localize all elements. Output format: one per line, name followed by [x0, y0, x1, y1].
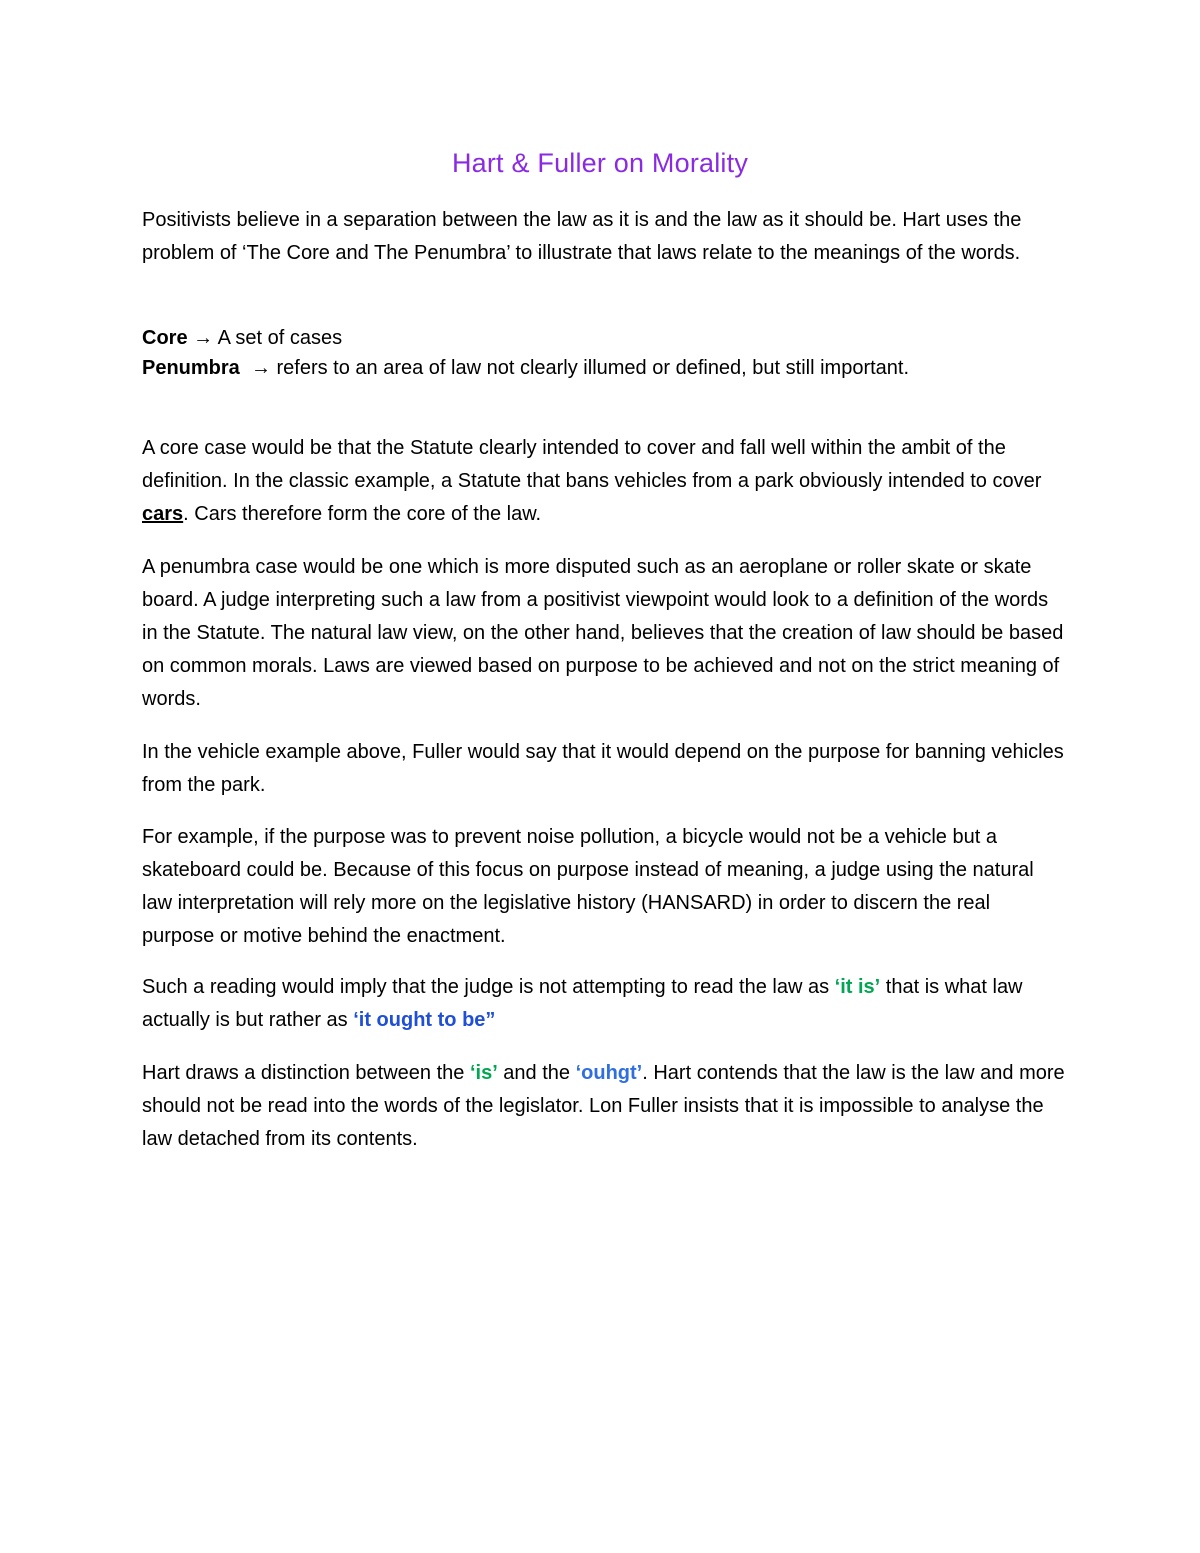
emphasis-it-is: ‘it is’	[834, 976, 881, 998]
distinction-text-b: and the	[497, 1062, 576, 1084]
penumbra-text: refers to an area of law not clearly illumed or defined, but still important.	[270, 357, 910, 379]
paragraph-vehicle-example: In the vehicle example above, Fuller would say that it would depend on the purpose for banning vehicles from the park.	[142, 741, 1064, 796]
distinction-text-a: Hart draws a distinction between the	[142, 1062, 470, 1084]
core-case-text-a: A core case would be that the Statute clearly intended to cover and fall well within the ambit of the definition. In the classic example, a Statute that bans vehicles from a park obviously intended to cover	[142, 437, 1042, 492]
core-label: Core	[142, 327, 188, 349]
arrow-right-icon: →	[193, 327, 214, 349]
reading-text-b: that is what law actually is but rather as	[142, 976, 1023, 1031]
paragraph-noise-example: For example, if the purpose was to prevent noise pollution, a bicycle would not be a vehicle but a skateboard could be. Because of this focus on purpose instead of meaning, a judge using the natural law interpretation will rely more on the legislative history (HANSARD) in order to discern the real purpose or motive behind the enactment.	[142, 826, 1034, 947]
paragraph-core-case	[142, 432, 1067, 531]
core-text: A set of cases	[213, 327, 343, 349]
core-case-text-b: . Cars therefore form the core of the law.	[183, 503, 542, 525]
emphasis-is: ‘is’	[469, 1062, 498, 1084]
reading-text-a: Such a reading would imply that the judge is not attempting to read the law as	[142, 976, 835, 998]
emphasis-ought: ‘ouhgt’	[575, 1062, 643, 1084]
definition-penumbra	[142, 353, 1067, 383]
distinction-text-c: . Hart contends that the law is the law and more should not be read into the words of the legislator. Lon Fuller insists that it is impossible to analyse the law detached from its contents.	[142, 1062, 1065, 1150]
paragraph-positivists: Positivists believe in a separation between the law as it is and the law as it should be. Hart uses the problem of ‘The Core and The Penumbra’ to illustrate that laws relate to the meanings of the words.	[142, 209, 1022, 264]
paragraph-penumbra-case: A penumbra case would be one which is more disputed such as an aeroplane or roller skate or skate board. A judge interpreting such a law from a positivist viewpoint would look to a definition of the words in the Statute. The natural law view, on the other hand, believes that the creation of law should be based on common morals. Laws are viewed based on purpose to be achieved and not on the strict meaning of words.	[142, 556, 1064, 710]
definition-core	[142, 323, 1067, 353]
definitions-block	[142, 323, 1067, 383]
penumbra-label: Penumbra	[142, 357, 240, 379]
paragraph-hart-distinction	[142, 1057, 1067, 1156]
paragraph-reading	[142, 971, 1067, 1037]
arrow-right-icon: →	[250, 357, 271, 379]
document-title: Hart & Fuller on Morality	[451, 148, 749, 178]
emphasis-it-ought-to-be: ‘it ought to be”	[353, 1009, 496, 1031]
underlined-word-cars: cars	[142, 503, 184, 525]
